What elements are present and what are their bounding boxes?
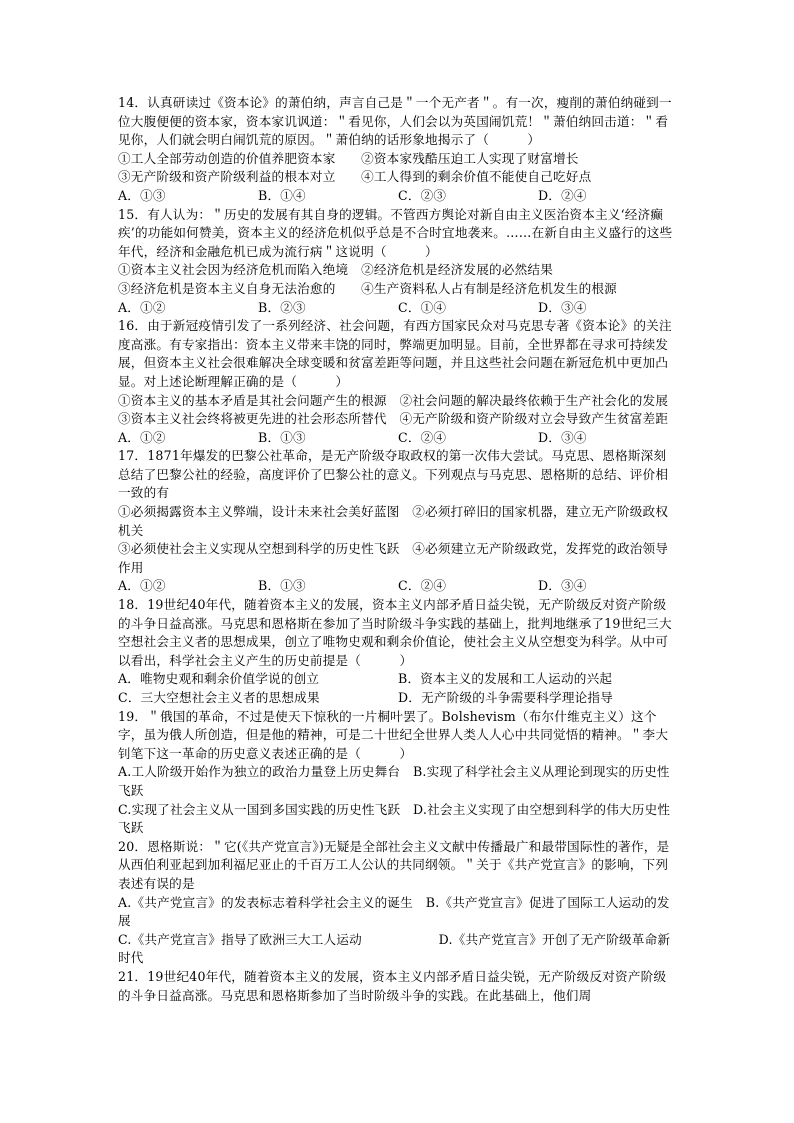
- option-d[interactable]: D．③④: [538, 299, 587, 315]
- option-c[interactable]: C．①④: [398, 299, 447, 315]
- option-d[interactable]: D．无产阶级的斗争需要科学理论指导: [398, 690, 613, 705]
- question-16: [118, 317, 678, 447]
- statement-line: ③必须使社会主义实现从空想到科学的历史性飞跃 ④必须建立无产阶级政党，发挥党的政治领导作用: [118, 541, 669, 575]
- option-a[interactable]: A．①②: [118, 429, 166, 445]
- question-19: [118, 708, 678, 838]
- question-15: [118, 206, 678, 318]
- question-17: [118, 447, 678, 596]
- question-14: [118, 94, 678, 206]
- option-c[interactable]: C．三大空想社会主义者的思想成果: [118, 690, 320, 705]
- option-b[interactable]: B．资本主义的发展和工人运动的兴起: [398, 671, 613, 687]
- option-a[interactable]: A．①③: [118, 187, 166, 203]
- option-d[interactable]: D．②④: [538, 187, 587, 203]
- statement-line: ①资本主义的基本矛盾是其社会问题产生的根源 ②社会问题的解决最终依赖于生产社会化的发展: [118, 392, 669, 408]
- statement-line: ③无产阶级和资产阶级利益的根本对立 ④工人得到的剩余价值不能使自己吃好点: [118, 169, 592, 185]
- option-c[interactable]: C．②③: [398, 187, 447, 203]
- question-stem: 17．1871年爆发的巴黎公社革命，是无产阶级夺取政权的第一次伟大尝试。马克思、恩格斯深刻总结了巴黎公社的经验，高度评价了巴黎公社的意义。下列观点与马克思、恩格斯的总结、评价相一致的有: [118, 448, 669, 501]
- question-stem: 16．由于新冠疫情引发了一系列经济、社会问题，有西方国家民众对马克思专著《资本论》的关注度高涨。有专家指出：资本主义带来丰饶的同时，弊端更加明显。目前，全世界都在寻求可持续发展，但资本主义社会很难解决全球变暖和贫富差距等问题，并且这些社会问题在新冠危机中更加凸显。对上述论断理解正确的是（ ）: [118, 318, 672, 389]
- question-stem: 15．有人认为：＂历史的发展有其自身的逻辑。不管西方舆论对新自由主义医治资本主义‘经济癫疾’的功能如何赞美，资本主义的经济危机似乎总是不合时宜地袭来。……在新自由主义盛行的这些年代，经济和金融危机已成为流行病＂这说明（ ）: [118, 206, 673, 259]
- option-d[interactable]: D．③④: [538, 429, 587, 445]
- question-stem: 18．19世纪40年代，随着资本主义的发展，资本主义内部矛盾日益尖锐，无产阶级反对资产阶级的斗争日益高涨。马克思和恩格斯在参加了当时阶级斗争实践的基础上，批判地继承了19世纪三大空想社会主义者的思想成果，创立了唯物史观和剩余价值论，使社会主义从空想变为科学。从中可以看出，科学社会主义产生的历史前提是（ ）: [118, 597, 672, 668]
- option-a[interactable]: A．唯物史观和剩余价值学说的创立: [118, 671, 320, 687]
- question-21: [118, 968, 678, 1005]
- statement-line: ③经济危机是资本主义自身无法治愈的 ④生产资料私人占有制是经济危机发生的根源: [118, 280, 617, 296]
- question-stem: 14．认真研读过《资本论》的萧伯纳，声言自己是＂一个无产者＂。有一次，瘦削的萧伯纳碰到一位大腹便便的资本家，资本家讥讽道：＂看见你，人们会以为英国闹饥荒！＂萧伯纳回击道：＂看见你，人们就会明白闹饥荒的原因。＂萧伯纳的话形象地揭示了（ ）: [118, 95, 672, 148]
- question-stem: 21．19世纪40年代，随着资本主义的发展，资本主义内部矛盾日益尖锐，无产阶级反对资产阶级的斗争日益高涨。马克思和恩格斯参加了当时阶级斗争的实践。在此基础上，他们周: [118, 968, 667, 1003]
- options-row: [118, 299, 678, 318]
- options-row: [118, 187, 678, 206]
- statement-line: ①工人全部劳动创造的价值养肥资本家 ②资本家残酷压迫工人实现了财富增长: [118, 150, 579, 166]
- option-line[interactable]: C.《共产党宣言》指导了欧洲三大工人运动 D.《共产党宣言》开创了无产阶级革命新时代: [118, 931, 671, 966]
- option-b[interactable]: B．①③: [258, 578, 306, 594]
- statement-line: ①资本主义社会因为经济危机而陷入绝境 ②经济危机是经济发展的必然结果: [118, 262, 553, 278]
- option-d[interactable]: D．③④: [538, 578, 587, 594]
- option-a[interactable]: A．①②: [118, 578, 166, 594]
- question-18: [118, 596, 678, 708]
- question-stem: 20．恩格斯说：＂它(《共产党宣言》)无疑是全部社会主义文献中传播最广和最带国际性的著作，是从西伯利亚起到加利福尼亚止的千百万工人公认的共同纲领。＂关于《共产党宣言》的影响，下列表述有误的是: [118, 838, 670, 891]
- options-row: [118, 429, 678, 448]
- statement-line: ③资本主义社会终将被更先进的社会形态所替代 ④无产阶级和资产阶级对立会导致产生贫富差距: [118, 411, 669, 427]
- options-row: [118, 670, 678, 689]
- option-line[interactable]: C.实现了社会主义从一国到多国实践的历史性飞跃 D.社会主义实现了由空想到科学的伟大历史性飞跃: [118, 801, 671, 836]
- option-c[interactable]: C．②④: [398, 429, 447, 445]
- option-line[interactable]: A.《共产党宣言》的发表标志着科学社会主义的诞生 B.《共产党宣言》促进了国际工人运动的发展: [118, 894, 670, 929]
- option-line[interactable]: A.工人阶级开始作为独立的政治力量登上历史舞台 B.实现了科学社会主义从理论到现实的历史性飞跃: [118, 764, 670, 798]
- option-b[interactable]: B．①④: [258, 187, 306, 203]
- statement-line: ①必须揭露资本主义弊端，设计未来社会美好蓝图 ②必须打碎旧的国家机器，建立无产阶级政权机关: [118, 504, 669, 538]
- option-c[interactable]: C．②④: [398, 578, 447, 594]
- option-b[interactable]: B．②③: [258, 299, 306, 315]
- question-20: [118, 838, 678, 968]
- option-a[interactable]: A．①②: [118, 299, 166, 315]
- option-b[interactable]: B．①③: [258, 429, 306, 445]
- exam-page: [118, 94, 678, 1005]
- options-row: [118, 577, 678, 596]
- question-stem: 19．＂俄国的革命，不过是使天下惊秋的一片桐叶罢了。Bolshevism（布尔什维克主义）这个字，虽为俄人所创造，但是他的精神，可是二十世纪全世界人类人人心中共同觉悟的精神。＂李大钊笔下这一革命的历史意义表述正确的是（ ）: [118, 708, 669, 761]
- options-row: [118, 689, 678, 708]
